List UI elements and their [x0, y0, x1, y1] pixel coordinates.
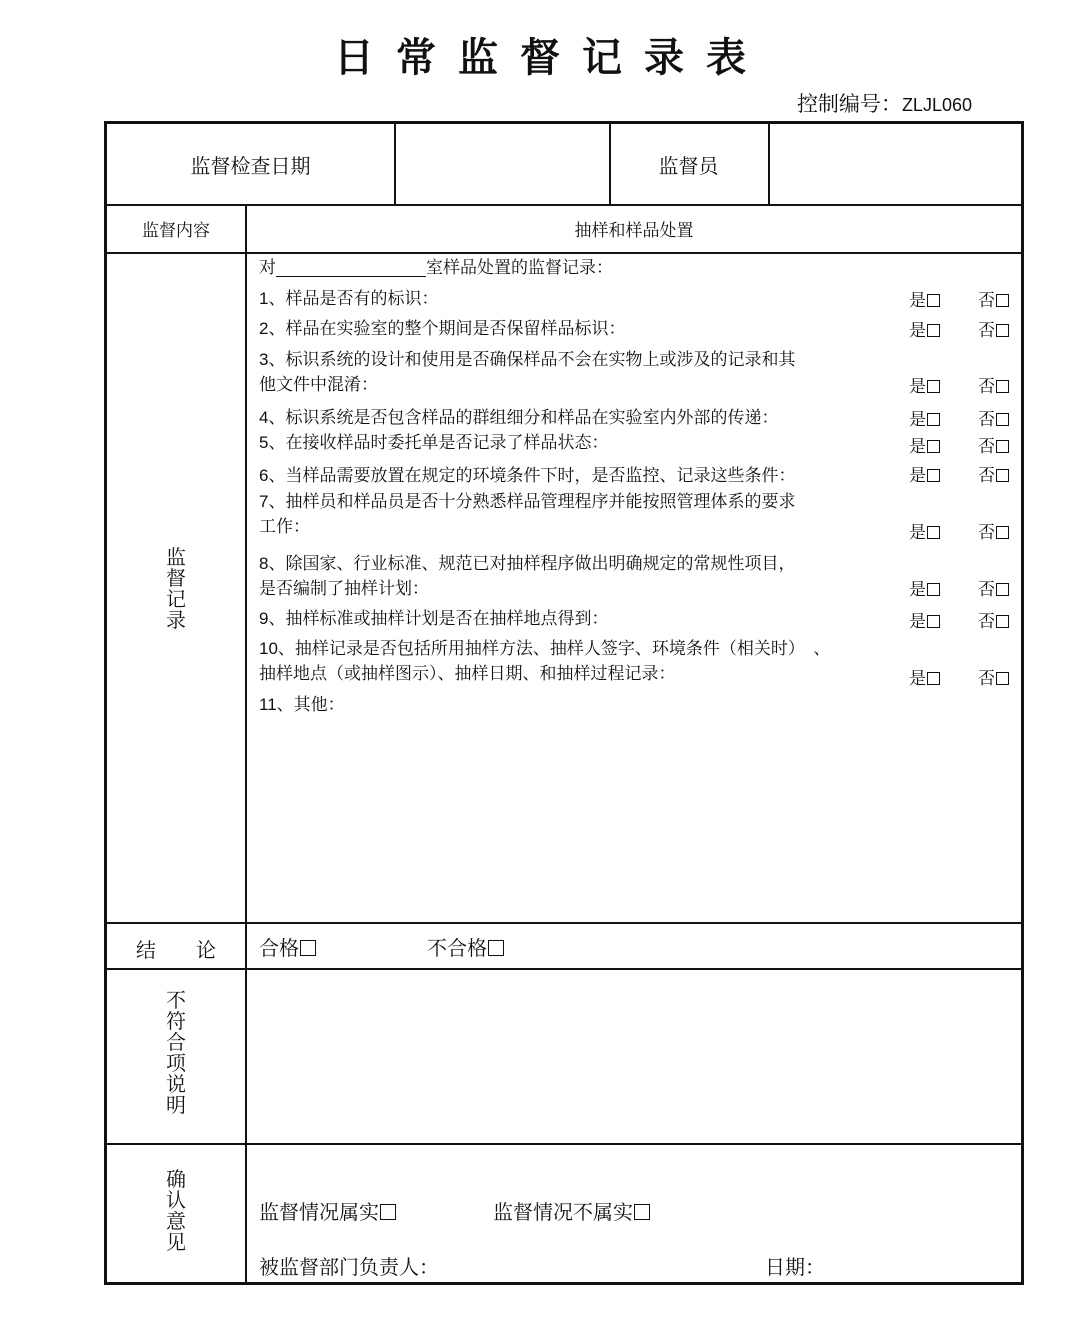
item-1-yes[interactable]: 是	[909, 286, 940, 311]
conclusion-fail[interactable]: 不合格	[427, 932, 504, 961]
control-number-code: ZLJL060	[901, 95, 972, 115]
divider	[245, 204, 247, 1282]
item-7-yes[interactable]: 是	[909, 518, 940, 543]
check-item-11: 11、其他：	[259, 695, 345, 715]
nonconformity-field[interactable]	[249, 972, 1019, 1140]
item-6-yes[interactable]: 是	[909, 461, 940, 486]
check-item-8: 8、除国家、行业标准、规范已对抽样程序做出明确规定的常规性项目， 是否编制了抽样计划：	[259, 554, 796, 599]
item-8-no[interactable]: 否	[978, 575, 1009, 600]
check-item-2: 2、样品在实验室的整个期间是否保留样品标识：	[259, 319, 626, 339]
item-10-no[interactable]: 否	[978, 664, 1009, 689]
item-6-no[interactable]: 否	[978, 461, 1009, 486]
record-side-label: 监督记录	[166, 545, 186, 632]
nonconformity-side-label: 不符合项说明	[166, 988, 186, 1117]
supervisor-label: 监督员	[658, 154, 719, 178]
item-1-no[interactable]: 否	[978, 286, 1009, 311]
check-item-4: 4、标识系统是否包含样品的群组细分和样品在实验室内外部的传递：	[259, 408, 779, 428]
record-intro	[259, 256, 613, 281]
date-label: 监督检查日期	[190, 154, 311, 178]
item-5-yes[interactable]: 是	[909, 432, 940, 457]
intro-suffix: 室样品处置的监督记录：	[426, 258, 613, 278]
confirm-date-label: 日期：	[765, 1255, 825, 1279]
divider	[394, 124, 396, 204]
check-item-10: 10、抽样记录是否包括所用抽样方法、抽样人签字、环境条件（相关时） 、 抽样地点（或抽样图示）、抽样日期、和抽样过程记录：	[259, 639, 831, 684]
item-5-no[interactable]: 否	[978, 432, 1009, 457]
check-item-9: 9、抽样标准或抽样计划是否在抽样地点得到：	[259, 609, 609, 629]
item-2-no[interactable]: 否	[978, 316, 1009, 341]
conclusion-pass[interactable]: 合格	[259, 932, 316, 961]
conclusion-label: 结 论	[136, 938, 216, 962]
control-number	[797, 88, 972, 118]
confirmation-side-label: 确认意见	[166, 1167, 186, 1254]
item-2-yes[interactable]: 是	[909, 316, 940, 341]
content-value: 抽样和样品处置	[574, 221, 694, 241]
item-10-yes[interactable]: 是	[909, 664, 940, 689]
check-item-1: 1、样品是否有的标识：	[259, 289, 439, 309]
supervision-form	[104, 121, 1024, 1285]
item-4-yes[interactable]: 是	[909, 405, 940, 430]
confirm-true[interactable]: 监督情况属实	[259, 1196, 396, 1225]
divider	[768, 124, 770, 204]
item-3-yes[interactable]: 是	[909, 372, 940, 397]
item-4-no[interactable]: 否	[978, 405, 1009, 430]
check-item-5: 5、在接收样品时委托单是否记录了样品状态：	[259, 433, 609, 453]
item-3-no[interactable]: 否	[978, 372, 1009, 397]
item-9-yes[interactable]: 是	[909, 607, 940, 632]
control-number-label: 控制编号：	[796, 92, 902, 116]
lab-name-blank[interactable]	[276, 258, 426, 277]
item-7-no[interactable]: 否	[978, 518, 1009, 543]
item-9-no[interactable]: 否	[978, 607, 1009, 632]
confirm-false[interactable]: 监督情况不属实	[493, 1196, 650, 1225]
check-item-6: 6、当样品需要放置在规定的环境条件下时，是否监控、记录这些条件：	[259, 466, 796, 486]
responsible-label: 被监督部门负责人：	[259, 1255, 439, 1279]
item-8-yes[interactable]: 是	[909, 575, 940, 600]
page-title: 日常监督记录表	[334, 35, 768, 81]
check-item-3: 3、标识系统的设计和使用是否确保样品不会在实物上或涉及的记录和其 他文件中混淆：	[259, 350, 796, 395]
content-label: 监督内容	[142, 221, 210, 241]
check-item-7: 7、抽样员和样品员是否十分熟悉样品管理程序并能按照管理体系的要求 工作：	[259, 492, 796, 537]
intro-prefix: 对	[259, 258, 276, 278]
